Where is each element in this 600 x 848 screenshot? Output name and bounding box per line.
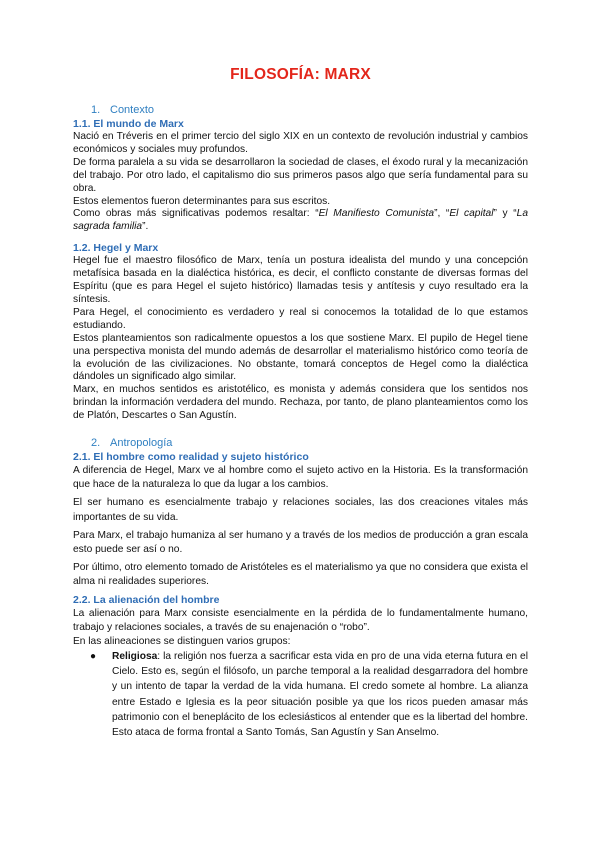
paragraph: Para Hegel, el conocimiento es verdadero y real si conocemos la totalidad de lo que estamos estudiando. (73, 306, 528, 331)
subsection-heading: 1.1. El mundo de Marx (73, 118, 184, 130)
document-title: FILOSOFÍA: MARX (230, 66, 371, 83)
section-heading-contexto (91, 104, 528, 116)
document-page (73, 66, 528, 740)
works-intro: Como obras más significativas podemos resaltar: “ (73, 208, 319, 220)
list-item (73, 649, 528, 740)
paragraph: De forma paralela a su vida se desarrollaron la sociedad de clases, el éxodo rural y la mecanización del trabajo. Por otro lado, el capitalismo dio sus primeros pasos algo que sería fundamental para su obra. (73, 156, 528, 194)
paragraph: Para Marx, el trabajo humaniza al ser humano y a través de los medios de producción a gran escala esto puede ser así o no. (73, 529, 528, 556)
works-separator: ” y “ (493, 208, 517, 220)
bullet-icon: ● (90, 651, 97, 663)
paragraph: Por último, otro elemento tomado de Aristóteles es el materialismo ya que no considera que exista el alma ni realidades superiores. (73, 562, 528, 588)
paragraph: Nació en Tréveris en el primer tercio del siglo XIX en un contexto de revolución industrial y cambios económicos y sociales muy profundos. (73, 131, 528, 155)
subsection-heading: 1.2. Hegel y Marx (73, 242, 159, 255)
paragraph: Hegel fue el maestro filosófico de Marx, tenía un postura idealista del mundo y una concepción metafísica basada en la dialéctica histórica, es decir, el conflicto constante de diversas formas del Espíritu (que es para Hegel el sujeto histórico) llamadas tesis y antítesis y cuyo resultado era la síntesis. (73, 255, 528, 305)
section-label: Antropología (110, 437, 173, 450)
section-label: Contexto (110, 104, 155, 116)
paragraph: La alienación para Marx consiste esencialmente en la pérdida de lo fundamentalmente humano, trabajo y relaciones sociales, a través de su enajenación o “robo”. (73, 607, 528, 633)
subsection-heading: 2.1. El hombre como realidad y sujeto histórico (73, 451, 309, 464)
paragraph: En las alineaciones se distinguen varios grupos: (73, 636, 291, 648)
alienation-list (73, 649, 528, 740)
paragraph: A diferencia de Hegel, Marx ve al hombre como el sujeto activo en la Historia. Es la transformación que hace de la naturaleza lo que da lugar a los cambios. (73, 465, 528, 491)
subsection-heading: 2.2. La alienación del hombre (73, 593, 220, 606)
paragraph: Marx, en muchos sentidos es aristotélico, es monista y además considera que los sentidos nos brindan la información verdadera del mundo. Rechaza, por tanto, de plano planteamientos como los de Platón, Descartes o San Agustín. (73, 384, 528, 422)
paragraph: El ser humano es esencialmente trabajo y relaciones sociales, las dos creaciones vitales más importantes de su vida. (73, 497, 528, 523)
section-number: 2. (91, 437, 101, 450)
works-paragraph (73, 208, 528, 234)
work-title: La sagrada familia (73, 208, 528, 233)
works-end: ”. (142, 221, 149, 233)
paragraph: Estos elementos fueron determinantes para sus escritos. (73, 195, 331, 207)
work-title: El Manifiesto Comunista (318, 208, 435, 220)
section-heading-antropologia (91, 437, 528, 449)
paragraph: Estos planteamientos son radicalmente opuestos a los que sostiene Marx. El pupilo de Hegel tiene una perspectiva monista del mundo además de desarrollar el materialismo histórico como teoría de la evolución de las civilizaciones. No obstante, tomará conceptos de Hegel como la dialéctica dándoles un significado algo similar. (73, 332, 528, 383)
works-separator: ”, “ (434, 208, 450, 220)
section-number: 1. (91, 104, 101, 116)
list-item-text: : la religión nos fuerza a sacrificar esta vida en pro de una vida eterna futura en el Cielo. Esto es, según el filósofo, un parche temporal a la realidad desgarradora del hombre y un intento de tapar la verdad de la vida humana. El credo somete al hombre. La alianza entre Estado e Iglesia es la peor situación posible ya que los ricos pueden amasar más patrimonio con el beneplácito de los eclesiásticos al entender que es la libertad del hombre. Esto ataca de forma frontal a Santo Tomás, San Agustín y San Anselmo. (112, 651, 528, 738)
list-item-term: Religiosa (112, 651, 158, 663)
work-title: El capital (449, 208, 494, 220)
